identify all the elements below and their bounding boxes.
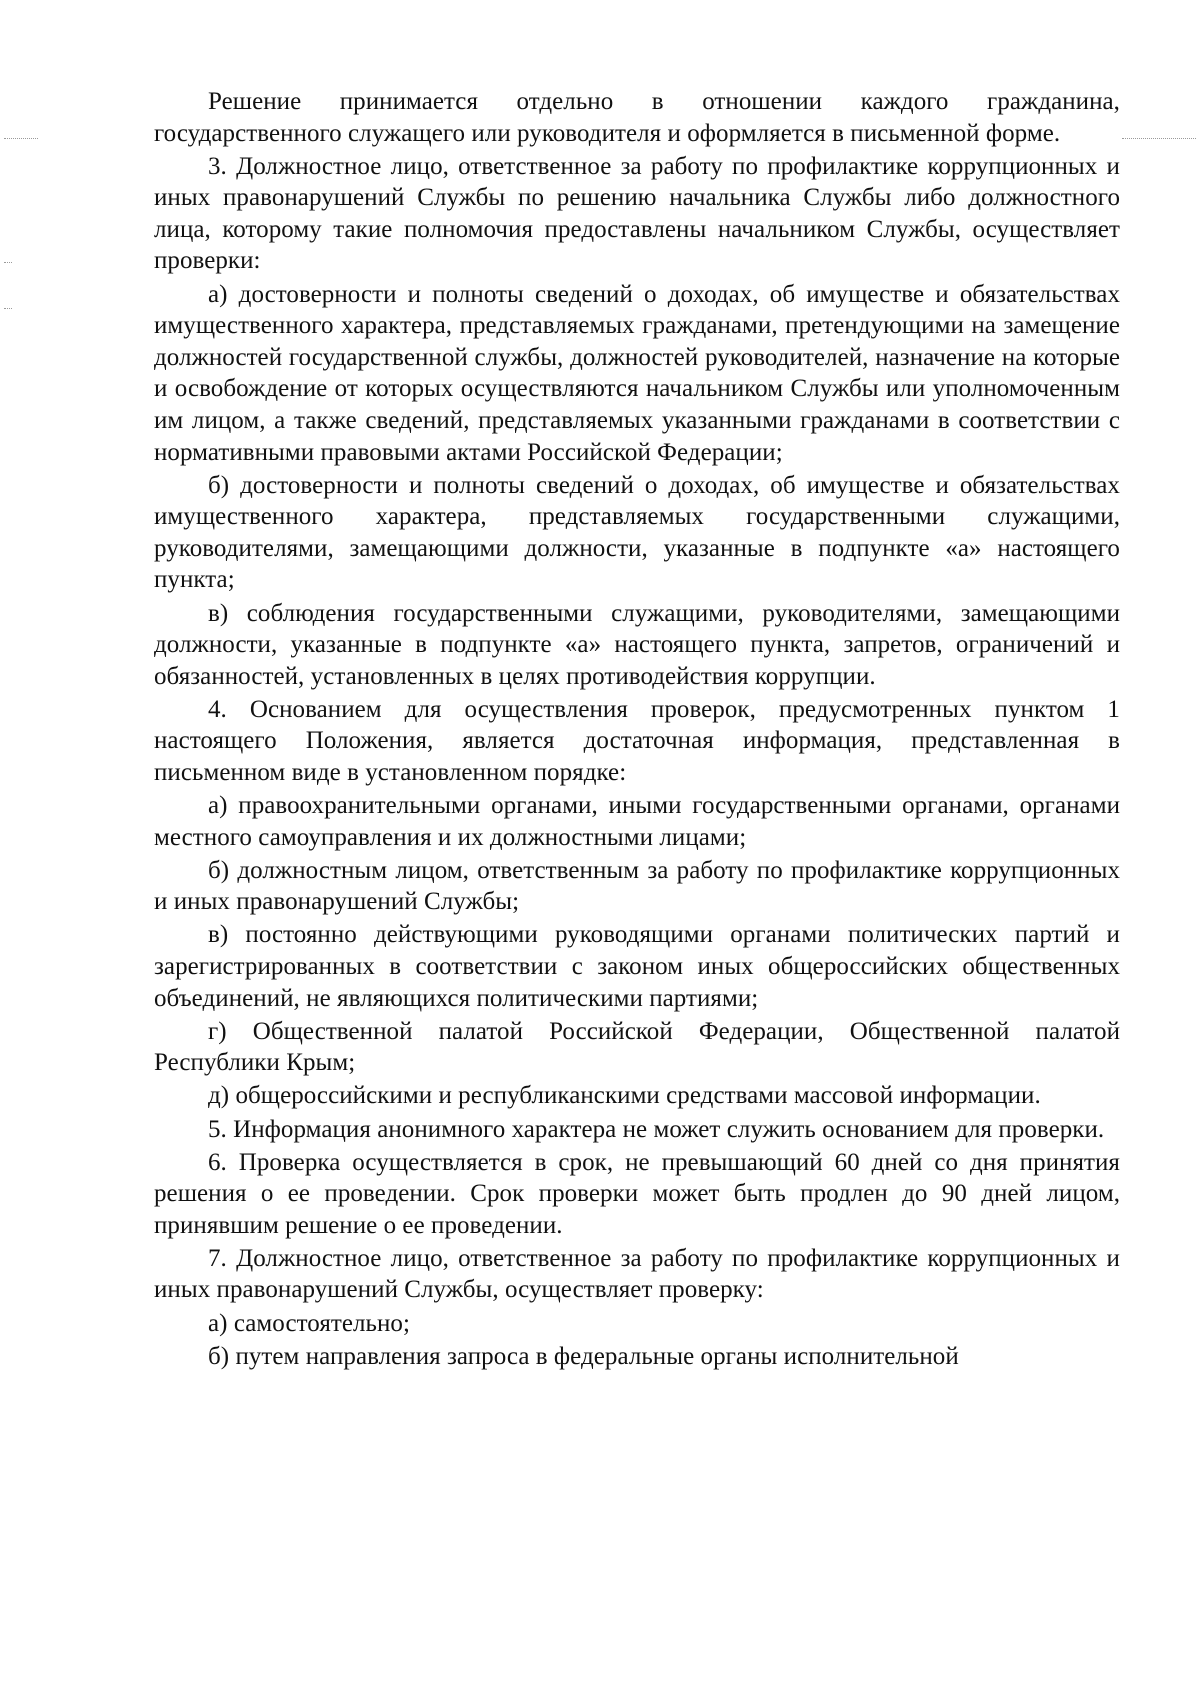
paragraph-3-b: б) достоверности и полноты сведений о доходах, об имуществе и обязательствах имущественного характера, представляемых государственными служащими, руководителями, замещающими должности, указанные в подпункте «а» настоящего пункта; [154,471,1120,594]
paragraph-4: 4. Основанием для осуществления проверок, предусмотренных пунктом 1 настоящего Положения, является достаточная информация, представленная в письменном виде в установленном порядке: [154,695,1120,786]
paragraph-4-b: б) должностным лицом, ответственным за работу по профилактике коррупционных и иных правонарушений Службы; [154,856,1120,916]
scan-margin-mark [4,138,38,139]
paragraph-7: 7. Должностное лицо, ответственное за работу по профилактике коррупционных и иных правонарушений Службы, осуществляет проверку: [154,1244,1120,1304]
scan-margin-mark [4,308,12,309]
paragraph-4-a: а) правоохранительными органами, иными государственными органами, органами местного самоуправления и их должностными лицами; [154,792,1120,851]
paragraph-4-v: в) постоянно действующими руководящими органами политических партий и зарегистрированных в соответствии с законом иных общероссийских общественных объединений, не являющихся политическими партиями; [154,921,1120,1012]
paragraph-4-g: г) Общественной палатой Российской Федерации, Общественной палатой Республики Крым; [154,1017,1120,1077]
paragraph-3-a: а) достоверности и полноты сведений о доходах, об имуществе и обязательствах имущественного характера, представляемых гражданами, претендующими на замещение должностей государственной службы, должностей руководителей, назначение на которые и освобождение от которых осуществляются начальником Службы или уполномоченным им лицом, а также сведений, представляемых указанными гражданами в соответствии с нормативными правовыми актами Российской Федерации; [154,280,1120,466]
paragraph-5: 5. Информация анонимного характера не может служить основанием для проверки. [208,1115,1105,1143]
paragraph-7-a: а) самостоятельно; [208,1309,410,1337]
paragraph-7-b: б) путем направления запроса в федеральные органы исполнительной [208,1342,959,1370]
paragraph-3-v: в) соблюдения государственными служащими, руководителями, замещающими должности, указанные в подпункте «а» настоящего пункта, запретов, ограничений и обязанностей, установленных в целях противодействия коррупции. [154,599,1120,690]
paragraph-decision-form: Решение принимается отдельно в отношении каждого гражданина, государственного служащего или руководителя и оформляется в письменной форме. [154,88,1120,147]
paragraph-4-d: д) общероссийскими и республиканскими средствами массовой информации. [208,1082,1041,1110]
paragraph-3: 3. Должностное лицо, ответственное за работу по профилактике коррупционных и иных правонарушений Службы по решению начальника Службы либо должностного лица, которому такие полномочия предоставлены начальником Службы, осуществляет проверки: [154,152,1120,275]
scan-margin-mark [4,262,12,263]
document-body [154,86,1120,1374]
scan-margin-mark [1122,138,1196,139]
paragraph-6: 6. Проверка осуществляется в срок, не превышающий 60 дней со дня принятия решения о ее проведении. Срок проверки может быть продлен до 90 дней лицом, принявшим решение о ее проведении. [154,1148,1120,1239]
